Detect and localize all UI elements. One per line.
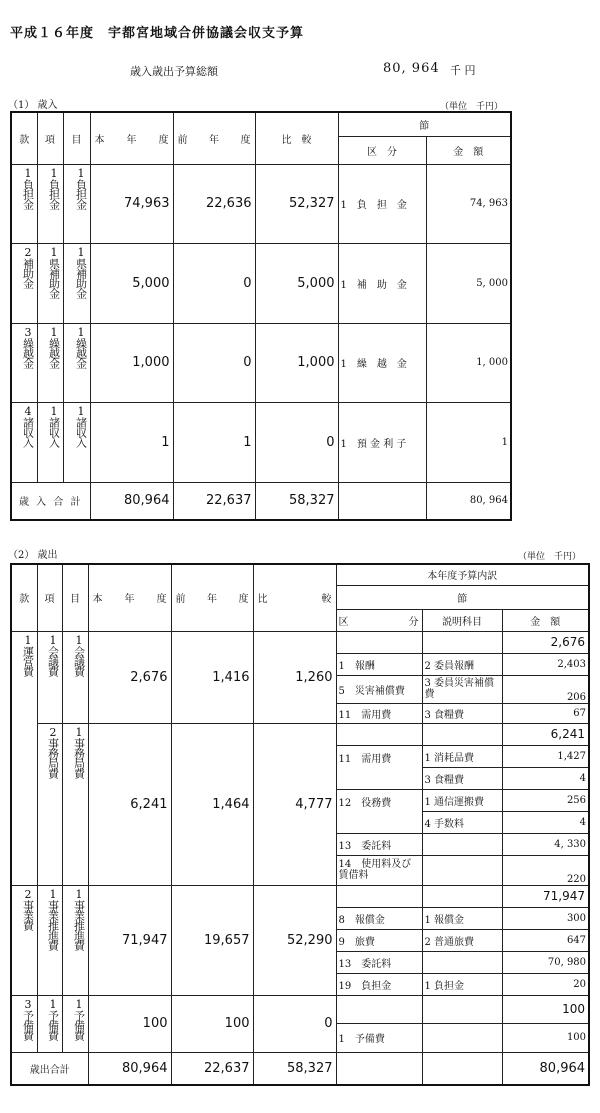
exp-desc: 1 負担金 [422, 973, 502, 995]
exp-h-cur: 本 年 度 [88, 564, 171, 631]
exp-amount: 647 [502, 929, 589, 951]
exp-desc: 4 手数料 [422, 811, 502, 833]
exp-h-kubun [336, 609, 422, 631]
exp-moku: 1事務局費 [62, 723, 88, 885]
exp-kubun: 12 役務費 [336, 789, 422, 833]
exp-blank [422, 631, 502, 653]
rev-moku: 1県補助金 [63, 243, 90, 323]
exp-amount: 2,403 [502, 653, 589, 675]
exp-h-kan: 款 [11, 564, 37, 631]
rev-total-prev: 22,637 [173, 482, 255, 520]
exp-blank [422, 995, 502, 1023]
exp-h-diff: 比 較 [253, 564, 336, 631]
exp-desc [422, 1023, 502, 1052]
exp-kubun: 8 報償金 [336, 907, 422, 929]
exp-blank [336, 723, 422, 745]
expenditure-section-label: （2） 歳出 [8, 550, 58, 561]
revenue-unit: （単位 千円） [440, 102, 504, 112]
exp-blank [422, 885, 502, 907]
exp-amount: 300 [502, 907, 589, 929]
rev-total-cur: 80,964 [90, 482, 173, 520]
rev-kou: 1県補助金 [37, 243, 63, 323]
exp-kubun: 11 需用費 [336, 703, 422, 723]
exp-h-breakdown: 本年度予算内訳 [336, 564, 589, 585]
rev-kou: 1諸収入 [37, 402, 63, 482]
page-title: 平成１６年度 宇都宮地域合併協議会収支予算 [10, 26, 305, 41]
exp-h-kou: 項 [37, 564, 62, 631]
rev-amount: 1, 000 [426, 323, 511, 402]
rev-total-amount: 80, 964 [426, 482, 511, 520]
exp-kubun: 1 予備費 [336, 1023, 422, 1052]
exp-h-meimoku: 説明科目 [422, 609, 502, 631]
table-row [11, 243, 511, 323]
exp-amount: 206 [502, 675, 589, 703]
rev-h-cur: 本 年 度 [90, 112, 173, 164]
rev-item: 1 負 担 金 [338, 164, 426, 243]
exp-blank [336, 885, 422, 907]
rev-prev: 0 [173, 323, 255, 402]
exp-cur: 6,241 [88, 723, 171, 885]
rev-cur: 1 [90, 402, 173, 482]
exp-moku: 1会議費 [62, 631, 88, 723]
rev-kou: 1負担金 [37, 164, 63, 243]
expenditure-table [10, 563, 590, 1086]
exp-blank [336, 631, 422, 653]
exp-desc: 1 消耗品費 [422, 745, 502, 767]
rev-item: 1 繰 越 金 [338, 323, 426, 402]
rev-prev: 22,636 [173, 164, 255, 243]
exp-amount: 256 [502, 789, 589, 811]
exp-prev: 1,416 [171, 631, 253, 723]
exp-total-label: 歳出合計 [11, 1052, 88, 1085]
table-row [11, 402, 511, 482]
exp-kou: 1予備費 [37, 995, 62, 1052]
exp-amount: 20 [502, 973, 589, 995]
total-row [11, 482, 511, 520]
summary-unit: 千 円 [450, 64, 476, 77]
exp-kan: 3予備費 [11, 995, 37, 1052]
exp-amount: 1,427 [502, 745, 589, 767]
rev-kou: 1繰越金 [37, 323, 63, 402]
rev-moku: 1負担金 [63, 164, 90, 243]
exp-amount: 4, 330 [502, 833, 589, 855]
exp-blank [336, 995, 422, 1023]
exp-desc: 2 普通旅費 [422, 929, 502, 951]
rev-h-kou: 項 [37, 112, 63, 164]
rev-moku: 1諸収入 [63, 402, 90, 482]
rev-total-blank [338, 482, 426, 520]
exp-desc: 3 食糧費 [422, 703, 502, 723]
exp-amount: 100 [502, 1023, 589, 1052]
rev-amount: 74, 963 [426, 164, 511, 243]
exp-h-kubun-left: 区 [338, 616, 349, 628]
exp-desc [422, 855, 502, 885]
exp-kou: 1会議費 [37, 631, 62, 723]
exp-diff: 52,290 [253, 885, 336, 995]
rev-total-diff: 58,327 [255, 482, 338, 520]
exp-kubun: 9 旅費 [336, 929, 422, 951]
exp-kubun: 5 災害補償費 [336, 675, 422, 703]
rev-h-moku: 目 [63, 112, 90, 164]
exp-cur: 2,676 [88, 631, 171, 723]
exp-amount: 70, 980 [502, 951, 589, 973]
exp-diff: 0 [253, 995, 336, 1052]
rev-cur: 74,963 [90, 164, 173, 243]
exp-blank [422, 723, 502, 745]
rev-kan: 4諸収入 [11, 402, 37, 482]
total-row [11, 1052, 589, 1085]
rev-cur: 1,000 [90, 323, 173, 402]
exp-kubun: 13 委託料 [336, 951, 422, 973]
exp-total-blank [336, 1052, 422, 1085]
exp-desc [422, 833, 502, 855]
rev-total-label: 歳 入 合 計 [11, 482, 90, 520]
exp-kan: 2事業費 [11, 885, 37, 995]
exp-amount: 67 [502, 703, 589, 723]
exp-total-prev: 22,637 [171, 1052, 253, 1085]
exp-amount: 220 [502, 855, 589, 885]
exp-diff: 4,777 [253, 723, 336, 885]
exp-h-kingaku: 金 額 [502, 609, 589, 631]
exp-prev: 100 [171, 995, 253, 1052]
exp-subtotal: 100 [502, 995, 589, 1023]
exp-h-prev: 前 年 度 [171, 564, 253, 631]
exp-desc [422, 951, 502, 973]
rev-amount: 5, 000 [426, 243, 511, 323]
exp-kan: 1運営費 [11, 631, 37, 885]
exp-desc: 1 報償金 [422, 907, 502, 929]
exp-prev: 19,657 [171, 885, 253, 995]
rev-kan: 2補助金 [11, 243, 37, 323]
exp-kubun: 13 委託料 [336, 833, 422, 855]
exp-total-amount: 80,964 [502, 1052, 589, 1085]
exp-h-setsu: 節 [336, 585, 589, 609]
rev-h-kan: 款 [11, 112, 37, 164]
summary-label: 歳入歳出予算総額 [130, 65, 218, 78]
table-row [11, 323, 511, 402]
rev-kan: 1負担金 [11, 164, 37, 243]
exp-subtotal: 6,241 [502, 723, 589, 745]
expenditure-unit: （単位 千円） [518, 552, 582, 562]
exp-kou: 1事業推進費 [37, 885, 62, 995]
exp-cur: 100 [88, 995, 171, 1052]
rev-diff: 5,000 [255, 243, 338, 323]
rev-amount: 1 [426, 402, 511, 482]
rev-cur: 5,000 [90, 243, 173, 323]
exp-desc: 3 食糧費 [422, 767, 502, 789]
exp-desc: 2 委員報酬 [422, 653, 502, 675]
exp-kubun: 1 報酬 [336, 653, 422, 675]
exp-cur: 71,947 [88, 885, 171, 995]
rev-h-prev: 前 年 度 [173, 112, 255, 164]
exp-h-moku: 目 [62, 564, 88, 631]
rev-item: 1 補 助 金 [338, 243, 426, 323]
exp-desc: 3 委員災害補償費 [422, 675, 502, 703]
rev-kan: 3繰越金 [11, 323, 37, 402]
exp-kubun: 14 使用料及び賃借料 [336, 855, 422, 885]
rev-prev: 1 [173, 402, 255, 482]
exp-total-blank [422, 1052, 502, 1085]
exp-moku: 1予備費 [62, 995, 88, 1052]
exp-subtotal: 71,947 [502, 885, 589, 907]
exp-diff: 1,260 [253, 631, 336, 723]
exp-h-kubun-right: 分 [408, 616, 419, 628]
exp-subtotal: 2,676 [502, 631, 589, 653]
exp-kubun: 11 需用費 [336, 745, 422, 789]
rev-h-kingaku: 金 額 [426, 136, 511, 164]
rev-prev: 0 [173, 243, 255, 323]
exp-kou: 2事務局費 [37, 723, 62, 885]
revenue-table [10, 111, 512, 521]
exp-total-diff: 58,327 [253, 1052, 336, 1085]
exp-total-cur: 80,964 [88, 1052, 171, 1085]
exp-amount: 4 [502, 767, 589, 789]
rev-h-diff: 比 較 [255, 112, 338, 164]
rev-moku: 1繰越金 [63, 323, 90, 402]
rev-h-setsu: 節 [338, 112, 511, 136]
rev-diff: 1,000 [255, 323, 338, 402]
exp-moku: 1事業推進費 [62, 885, 88, 995]
rev-item: 1 預 金 利 子 [338, 402, 426, 482]
exp-prev: 1,464 [171, 723, 253, 885]
rev-diff: 0 [255, 402, 338, 482]
rev-h-kubun: 区 分 [338, 136, 426, 164]
exp-amount: 4 [502, 811, 589, 833]
table-row [11, 164, 511, 243]
rev-diff: 52,327 [255, 164, 338, 243]
summary-value: 80, 964 [383, 61, 440, 76]
revenue-section-label: （1） 歳入 [8, 100, 58, 111]
exp-desc: 1 通信運搬費 [422, 789, 502, 811]
exp-kubun: 19 負担金 [336, 973, 422, 995]
